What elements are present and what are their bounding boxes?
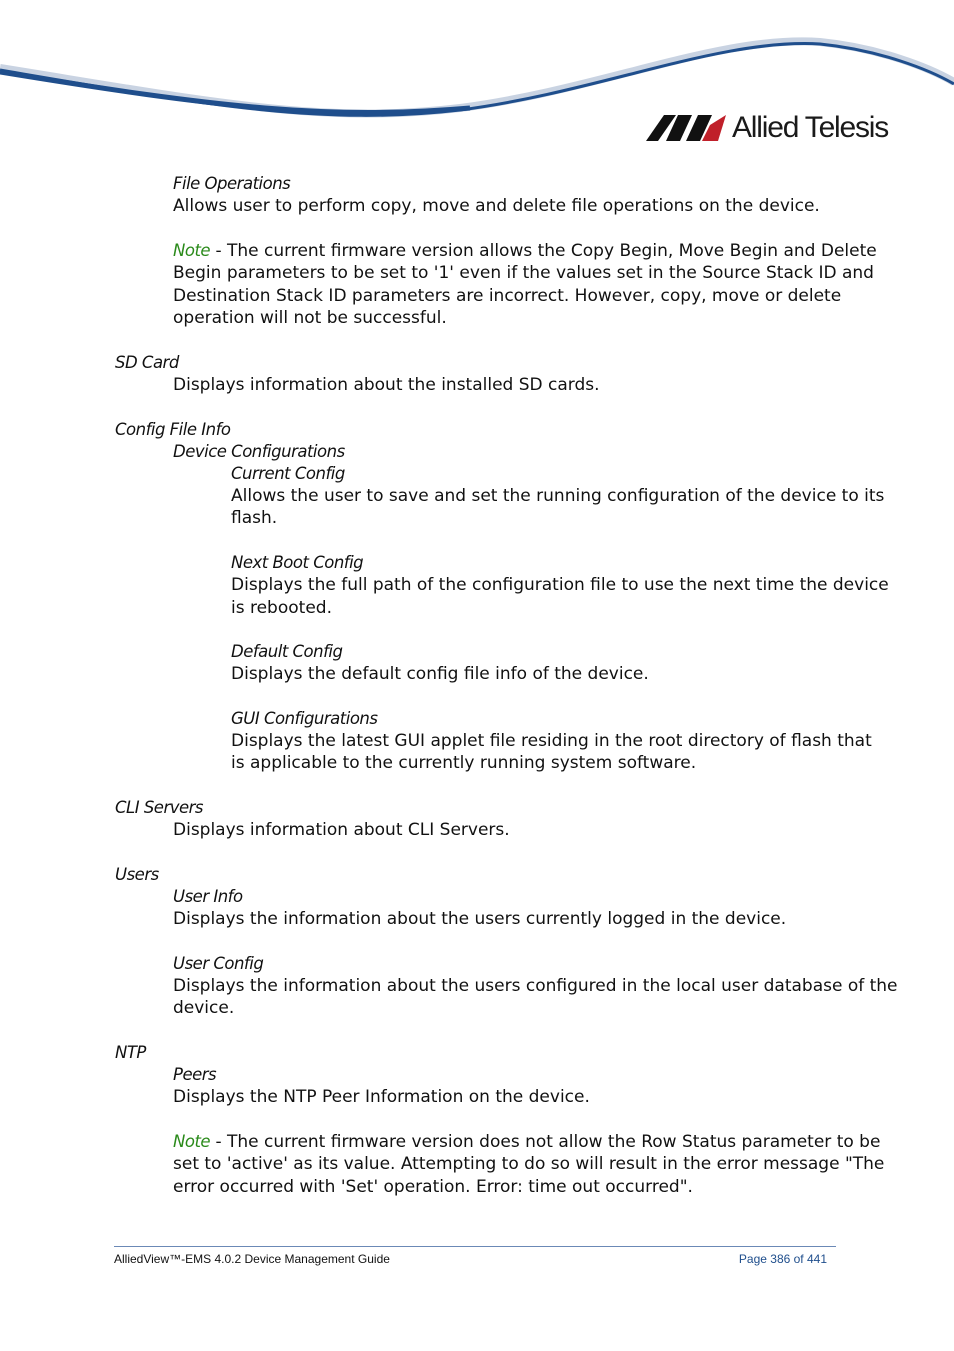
default-config-title: Default Config [231,642,343,661]
config-file-info-title: Config File Info [115,420,231,439]
allied-telesis-logo [646,108,888,148]
note-text: error occurred with 'Set' operation. Error: time out occurred". [173,1177,693,1197]
user-config-title: User Config [173,954,264,973]
users-title: Users [115,865,159,884]
note-text: Begin parameters to be set to '1' even if the values set in the Source Stack ID and [173,263,874,283]
user-info-desc: Displays the information about the users currently logged in the device. [173,909,787,929]
note-text: - The current firmware version does not allow the Row Status parameter to be [210,1132,881,1152]
default-config-desc: Displays the default config file info of the device. [231,664,649,684]
sd-card-desc: Displays information about the installed SD cards. [173,375,600,395]
next-boot-config-desc: Displays the full path of the configuration file to use the next time the device [231,575,889,595]
ntp-note [173,1131,880,1153]
current-config-desc: flash. [231,508,278,528]
gui-configurations-desc: Displays the latest GUI applet file residing in the root directory of flash that [231,731,872,751]
user-config-desc: Displays the information about the users configured in the local user database of the [173,976,898,996]
file-operations-title: File Operations [173,174,291,193]
logo-text: Allied Telesis [732,111,889,144]
next-boot-config-title: Next Boot Config [231,553,364,572]
allied-telesis-mark-icon [646,115,726,141]
file-operations-desc: Allows user to perform copy, move and delete file operations on the device. [173,196,820,216]
footer-doc-title: AlliedView™-EMS 4.0.2 Device Management Guide [114,1252,390,1266]
next-boot-config-desc: is rebooted. [231,598,332,618]
file-operations-note [173,240,877,262]
peers-title: Peers [173,1065,217,1084]
current-config-desc: Allows the user to save and set the running configuration of the device to its [231,486,885,506]
cli-servers-desc: Displays information about CLI Servers. [173,820,510,840]
note-label: Note [173,241,211,260]
ntp-title: NTP [115,1043,146,1062]
gui-configurations-desc: is applicable to the currently running system software. [231,753,697,773]
note-text: operation will not be successful. [173,308,447,328]
note-text: Destination Stack ID parameters are incorrect. However, copy, move or delete [173,286,842,306]
sd-card-title: SD Card [115,353,179,372]
gui-configurations-title: GUI Configurations [231,709,378,728]
device-configurations-title: Device Configurations [173,442,345,461]
note-label: Note [173,1132,211,1151]
user-config-desc: device. [173,998,235,1018]
note-text: set to 'active' as its value. Attempting to do so will result in the error message "The [173,1154,885,1174]
note-text: - The current firmware version allows the Copy Begin, Move Begin and Delete [210,241,877,261]
peers-desc: Displays the NTP Peer Information on the device. [173,1087,590,1107]
footer-page-number: Page 386 of 441 [738,1252,827,1266]
footer-divider [114,1246,836,1247]
current-config-title: Current Config [231,464,345,483]
user-info-title: User Info [173,887,243,906]
cli-servers-title: CLI Servers [115,798,204,817]
